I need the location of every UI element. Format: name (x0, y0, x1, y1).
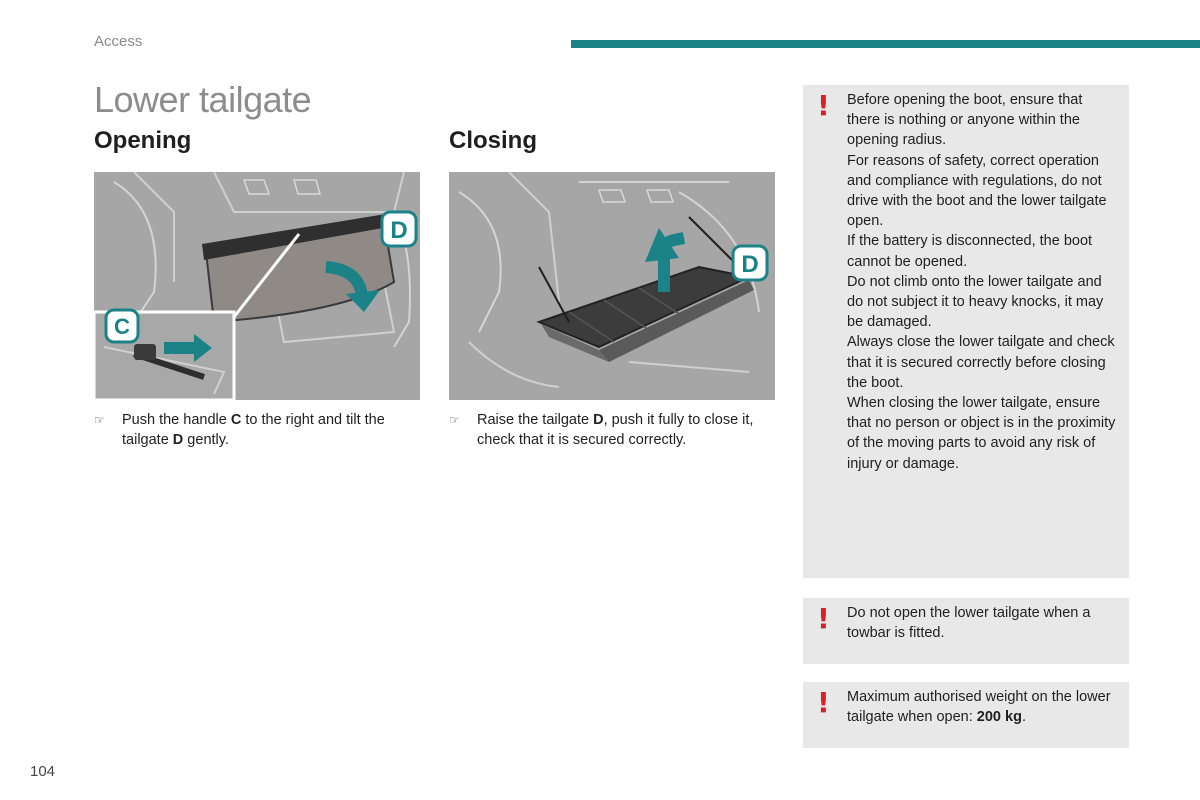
warning-paragraph: Do not climb onto the lower tailgate and do not subject it to heavy knocks, it may be damaged. (847, 273, 1104, 331)
step-text-part: to the right and tilt the tailgate (122, 412, 385, 448)
warning-text (847, 90, 1119, 474)
warning-icon: ! (817, 602, 830, 635)
warning-text-part: Maximum authorised weight on the lower tailgate when open: (847, 689, 1111, 726)
pointing-hand-icon: ☞ (449, 413, 460, 427)
step-text-part: gently. (183, 432, 229, 448)
opening-illustration (94, 172, 420, 400)
section-label: Access (94, 33, 143, 50)
closing-illustration (449, 172, 775, 400)
closing-heading: Closing (449, 127, 537, 154)
closing-step (449, 410, 779, 450)
closing-step-text (477, 410, 779, 450)
callout-d-label: D (390, 217, 408, 244)
step-text-part: Raise the tailgate (477, 412, 594, 428)
warning-icon: ! (817, 89, 830, 122)
warning-text-part: . (1021, 709, 1026, 726)
warning-paragraph (847, 687, 1119, 727)
warning-box-towbar (803, 598, 1129, 664)
opening-heading: Opening (94, 127, 192, 154)
warning-paragraph: Do not open the lower tailgate when a towbar is fitted. (847, 605, 1091, 642)
pointing-hand-icon: ☞ (94, 413, 105, 427)
tailgate-ref: D (593, 412, 604, 428)
warning-box-safety (803, 85, 1129, 578)
warning-paragraph: For reasons of safety, correct operation and compliance with regulations, do not drive with the boot and the lower tailgate open. (847, 152, 1107, 230)
warning-text (847, 603, 1119, 643)
max-weight-value: 200 kg (976, 709, 1022, 726)
warning-icon: ! (817, 686, 830, 719)
callout-c-label: C (114, 314, 130, 339)
handle-ref: C (230, 412, 242, 428)
warning-paragraph: If the battery is disconnected, the boot cannot be opened. (847, 233, 1093, 270)
warning-box-weight (803, 682, 1129, 748)
step-text-part: , push it fully to close it, check that it is secured correctly. (477, 412, 754, 448)
tailgate-ref: D (172, 432, 184, 448)
warning-text (847, 687, 1119, 727)
opening-step (94, 410, 424, 450)
warning-paragraph: Always close the lower tailgate and check that it is secured correctly before closing the boot. (847, 334, 1115, 391)
page-number: 104 (30, 763, 56, 780)
warning-paragraph: When closing the lower tailgate, ensure that no person or object is in the proximity of the moving parts to avoid any risk of injury or damage. (847, 395, 1116, 472)
callout-d-label: D (741, 251, 759, 278)
opening-step-text (122, 410, 424, 450)
warning-paragraph: Before opening the boot, ensure that there is nothing or anyone within the opening radius. (847, 92, 1083, 149)
page-title: Lower tailgate (94, 79, 312, 120)
header-accent-bar (571, 40, 1200, 48)
step-text-part: Push the handle (122, 412, 231, 428)
